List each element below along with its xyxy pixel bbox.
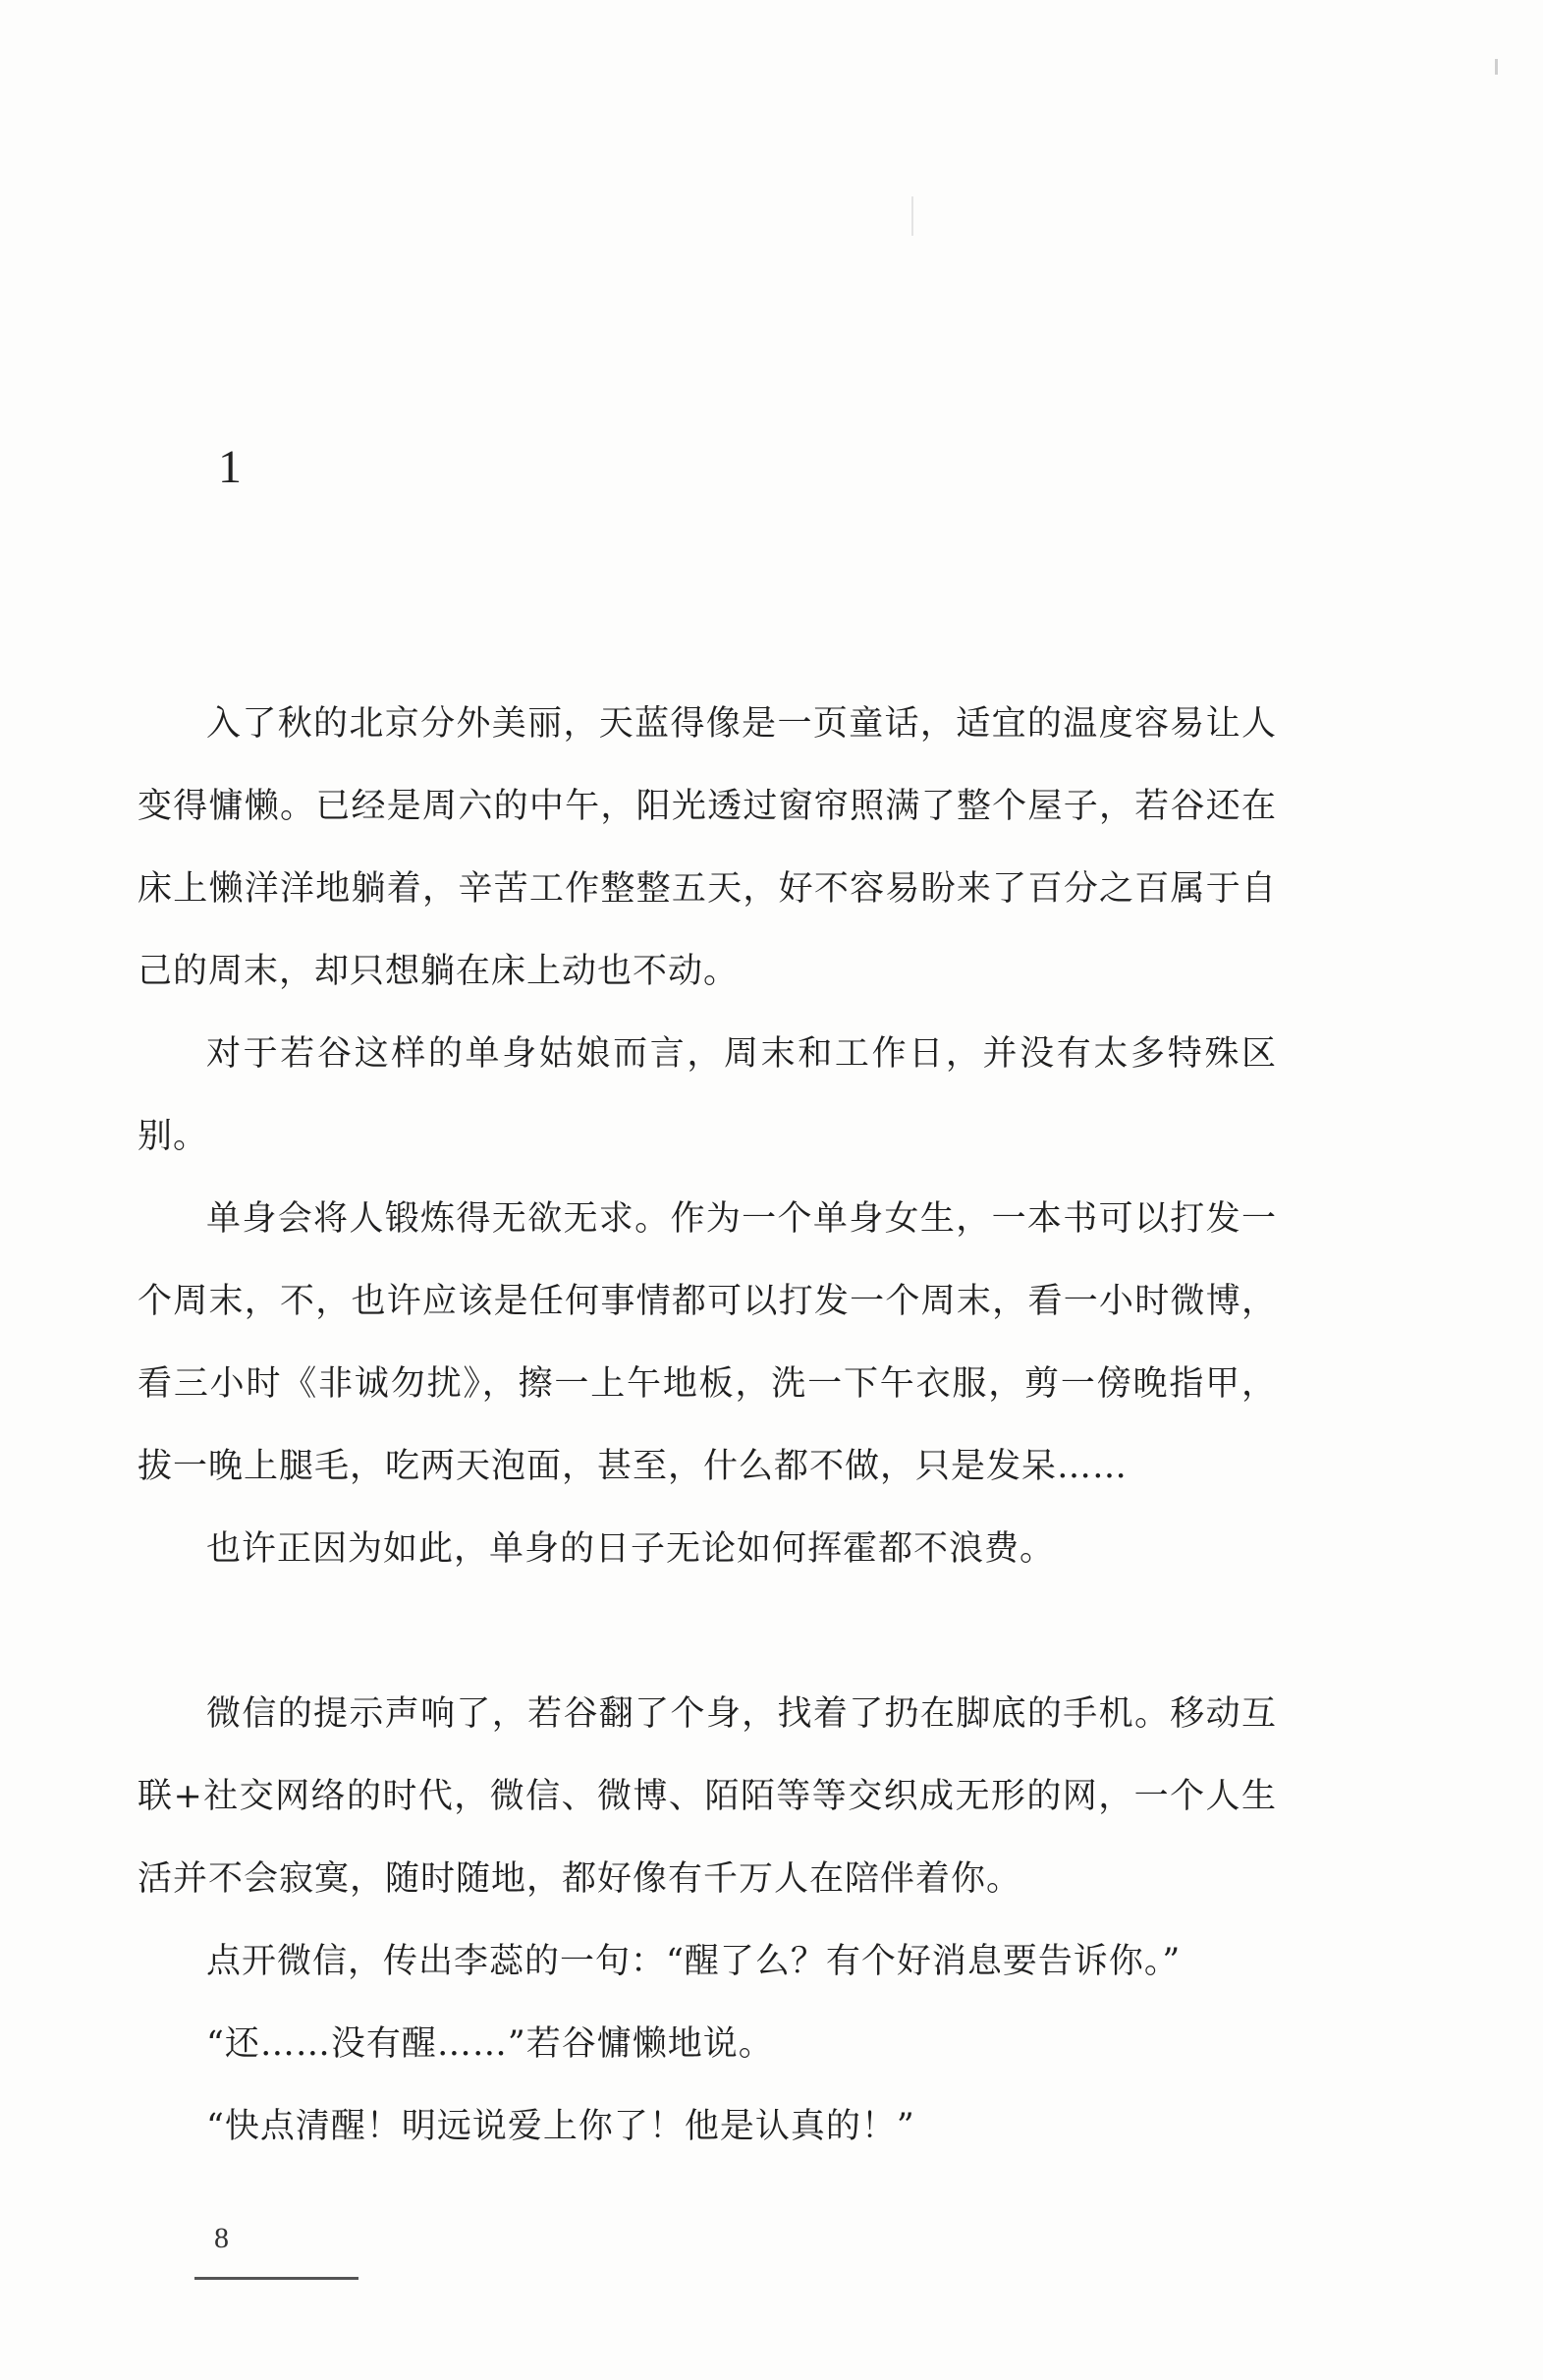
paragraph: 也许正因为如此，单身的日子无论如何挥霍都不浪费。 [206, 1529, 1056, 1569]
paragraph: 微信的提示声响了，若谷翻了个身，找着了扔在脚底的手机。移动互联+社交网络的时代，微信、微博、陌陌等等交织成无形的网，一个人生活并不会寂寞，随时随地，都好像有千万人在陪伴着你。 [138, 1694, 1277, 1899]
scan-mark [911, 196, 913, 236]
paragraph: 对于若谷这样的单身姑娘而言，周末和工作日，并没有太多特殊区别。 [138, 1034, 1277, 1156]
paragraph: 单身会将人锻炼得无欲无求。作为一个单身女生，一本书可以打发一个周末，不，也许应该是任何事情都可以打发一个周末，看一小时微博，看三小时《非诚勿扰》，擦一上午地板，洗一下午衣服，剪一傍晚指甲，拔一晚上腿毛，吃两天泡面，甚至，什么都不做，只是发呆…… [138, 1199, 1277, 1486]
paragraph: 点开微信，传出李蕊的一句：“醒了么？有个好消息要告诉你。” [206, 1942, 1182, 1981]
chapter-number: 1 [218, 441, 242, 493]
paragraph: “快点清醒！明远说爱上你了！他是认真的！” [206, 2107, 915, 2146]
page-number: 8 [214, 2222, 229, 2254]
footer-rule [194, 2277, 358, 2280]
paragraph: “还……没有醒……”若谷慵懒地说。 [206, 2024, 774, 2064]
paragraph: 入了秋的北京分外美丽，天蓝得像是一页童话，适宜的温度容易让人变得慵懒。已经是周六的中午，阳光透过窗帘照满了整个屋子，若谷还在床上懒洋洋地躺着，辛苦工作整整五天，好不容易盼来了百分之百属于自己的周末，却只想躺在床上动也不动。 [138, 704, 1277, 991]
chapter-body [138, 683, 1277, 2168]
scan-mark [1495, 59, 1498, 75]
